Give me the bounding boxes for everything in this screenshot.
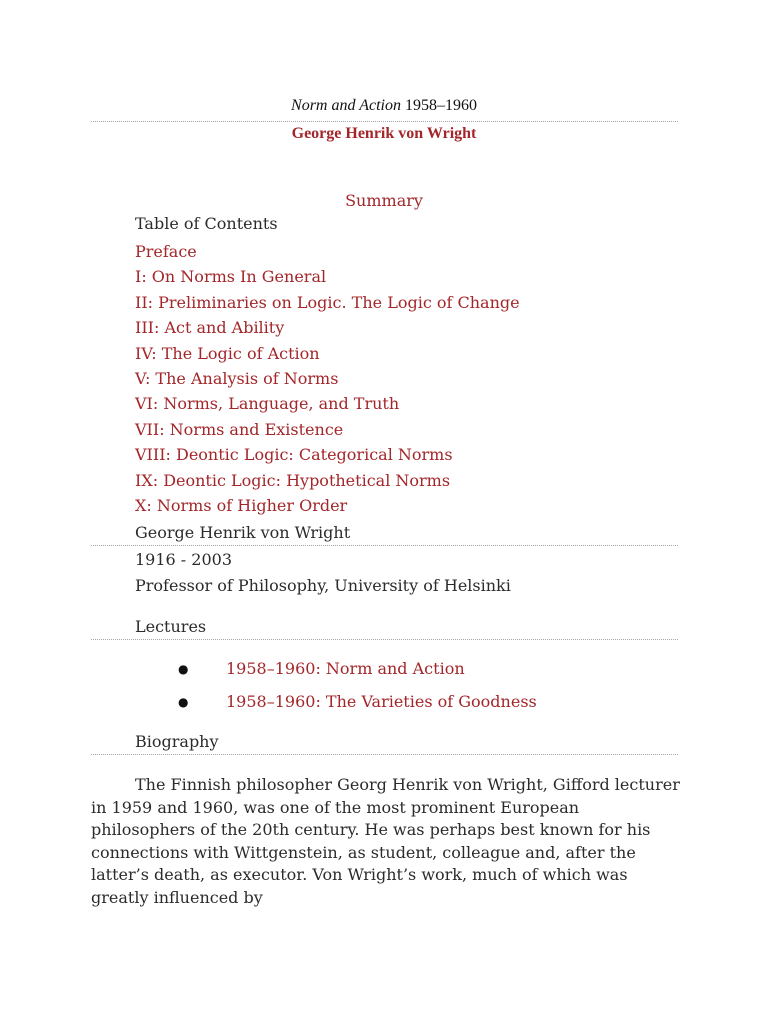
bullet-icon: ● (178, 695, 189, 709)
toc-item-chapter-8[interactable]: VIII: Deontic Logic: Categorical Norms (135, 445, 453, 464)
lecture-item-varieties-of-goodness[interactable]: 1958–1960: The Varieties of Goodness (226, 692, 537, 711)
toc-heading: Table of Contents (135, 214, 278, 233)
toc-item-chapter-2[interactable]: II: Preliminaries on Logic. The Logic of Change (135, 293, 520, 312)
biography-text: The Finnish philosopher Georg Henrik von Wright, Gifford lecturer in 1959 and 1960, was one of the most prominent European philosophers of the 20th century. He was perhaps best known for his connections with Wittgenstein, as student, colleague and, after the latter’s death, as executor. Von Wright’s work, much of which was greatly influenced by (91, 775, 680, 907)
document-title (0, 97, 768, 115)
biography-heading: Biography (135, 732, 219, 751)
lectures-divider (91, 639, 678, 640)
title-italic: Norm and Action (291, 97, 401, 114)
title-divider (91, 121, 678, 122)
toc-item-chapter-4[interactable]: IV: The Logic of Action (135, 344, 320, 363)
lecture-item-norm-and-action[interactable]: 1958–1960: Norm and Action (226, 659, 465, 678)
toc-item-chapter-10[interactable]: X: Norms of Higher Order (135, 496, 348, 515)
profile-name: George Henrik von Wright (135, 523, 351, 542)
profile-dates: 1916 - 2003 (135, 550, 233, 569)
toc-item-chapter-9[interactable]: IX: Deontic Logic: Hypothetical Norms (135, 471, 451, 490)
toc-item-chapter-7[interactable]: VII: Norms and Existence (135, 420, 344, 439)
author-name[interactable]: George Henrik von Wright (291, 125, 477, 142)
lectures-heading: Lectures (135, 617, 207, 636)
toc-item-chapter-5[interactable]: V: The Analysis of Norms (135, 369, 339, 388)
profile-position: Professor of Philosophy, University of Helsinki (135, 576, 511, 595)
summary-link[interactable]: Summary (345, 191, 423, 210)
bullet-icon: ● (178, 662, 189, 676)
toc-item-chapter-3[interactable]: III: Act and Ability (135, 318, 285, 337)
toc-item-preface[interactable]: Preface (135, 242, 197, 261)
toc-item-chapter-1[interactable]: I: On Norms In General (135, 267, 327, 286)
toc-item-chapter-6[interactable]: VI: Norms, Language, and Truth (135, 394, 400, 413)
biography-divider (91, 754, 678, 755)
title-years: 1958–1960 (404, 97, 477, 114)
profile-divider (91, 545, 678, 546)
